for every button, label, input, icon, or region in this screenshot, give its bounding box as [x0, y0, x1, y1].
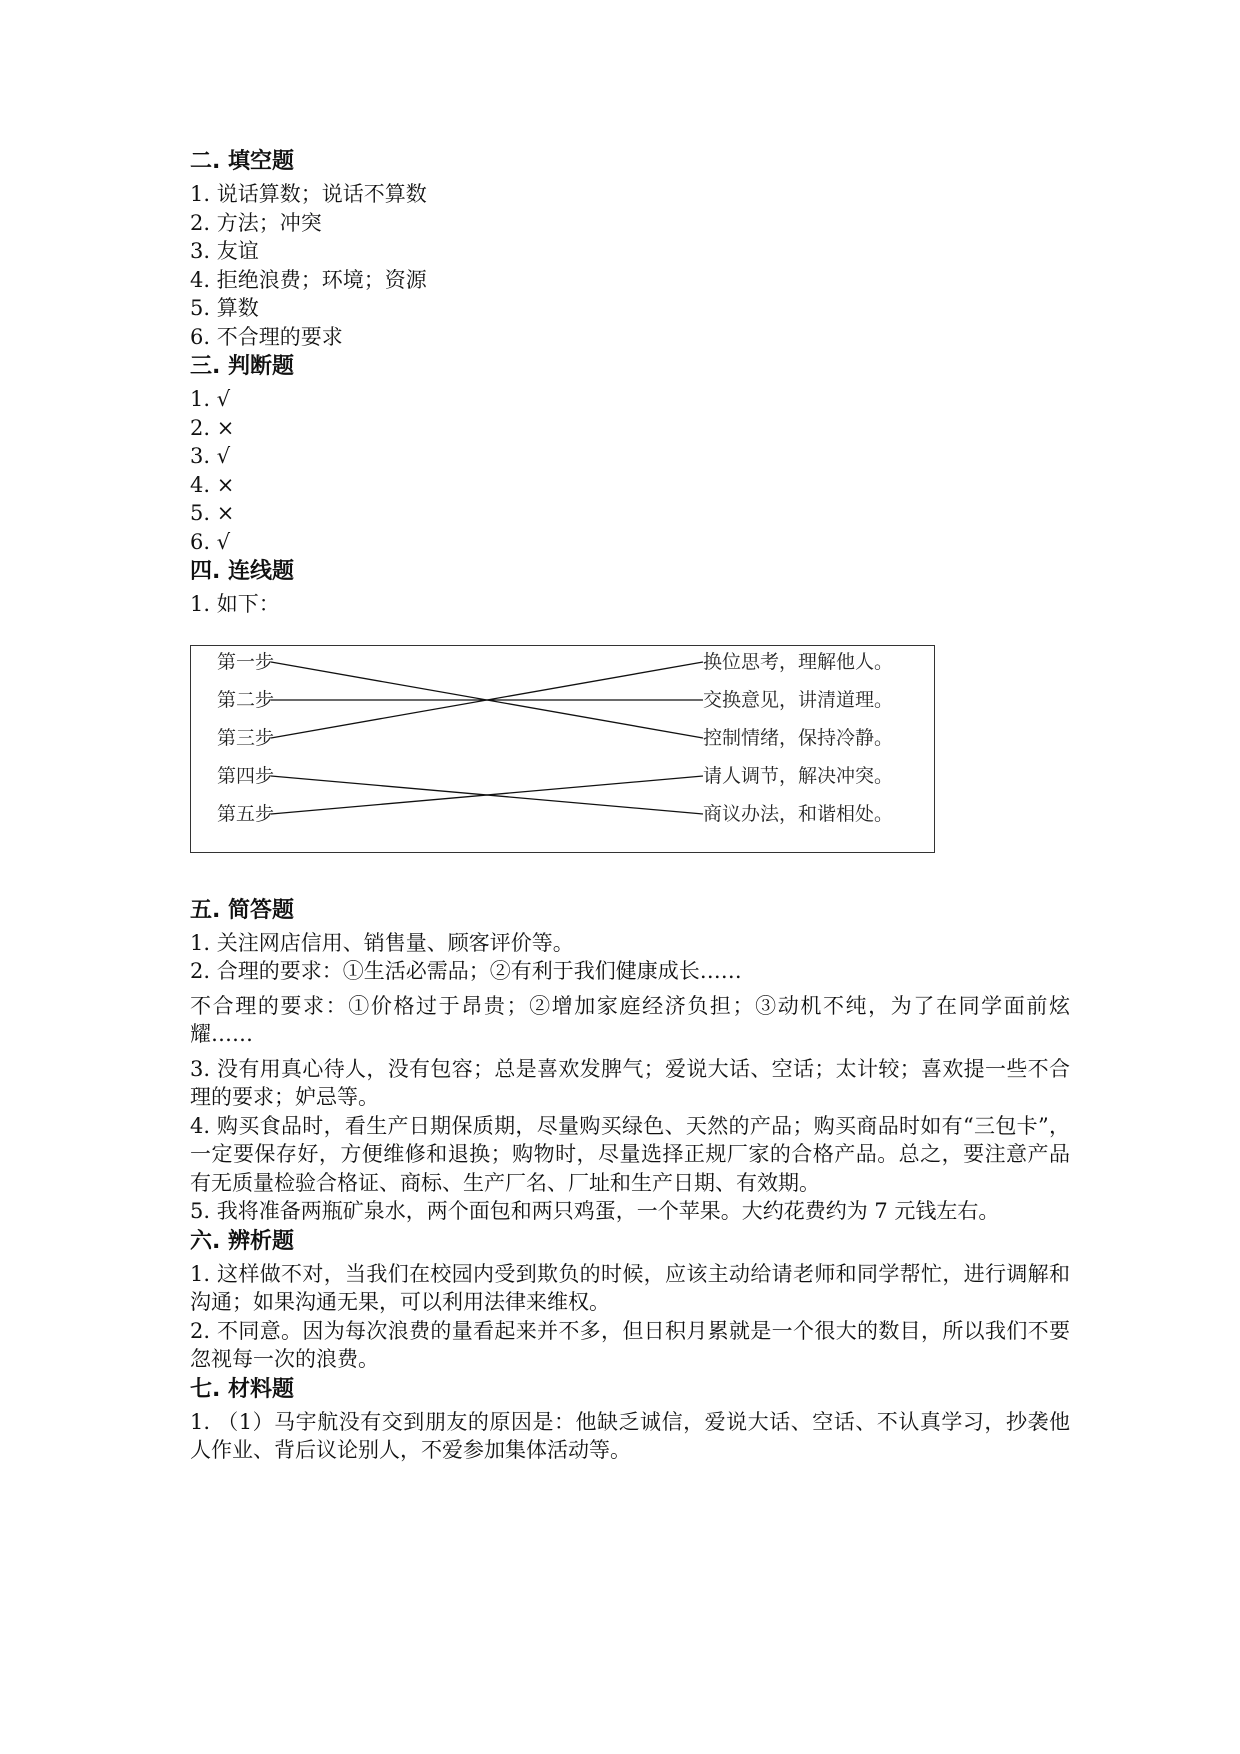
judge-answer-4: 4. ×: [190, 472, 235, 497]
short-answer-2b: 不合理的要求：①价格过于昂贵；②增加家庭经济负担；③动机不纯，为了在同学面前炫耀……: [190, 993, 1070, 1046]
short-section-title: 五. 简答题: [190, 897, 295, 923]
judge-answer-5: 5. ×: [190, 501, 235, 525]
fill-answer-5: 5. 算数: [190, 296, 259, 320]
fill-answer-1: 1. 说话算数；说话不算数: [190, 182, 427, 206]
analysis-answer-2: 2. 不同意。因为每次浪费的量看起来并不多，但日积月累就是一个很大的数目，所以我们不要忽视每一次的浪费。: [190, 1318, 1070, 1371]
judge-section-title: 三. 判断题: [190, 354, 295, 379]
short-answer-3: 3. 没有用真心待人，没有包容；总是喜欢发脾气；爱说大话、空话；太计较；喜欢提一些不合理的要求；妒忌等。: [190, 1056, 1070, 1109]
judge-section: [190, 353, 1070, 556]
material-answer-1: 1. （1）马宇航没有交到朋友的原因是：他缺乏诚信，爱说大话、空话、不认真学习，抄袭他人作业、背后议论别人，不爱参加集体活动等。: [190, 1409, 1070, 1462]
match-section: [190, 558, 1070, 853]
right-item-4: 请人调节，解决冲突。: [703, 764, 894, 787]
right-item-1: 换位思考，理解他人。: [703, 650, 894, 673]
judge-answer-3: 3. √: [190, 444, 231, 468]
right-item-5: 商议办法，和谐相处。: [703, 802, 894, 825]
fill-answer-2: 2. 方法；冲突: [190, 210, 322, 235]
analysis-section: [190, 1228, 1070, 1374]
left-item-3: 第三步: [217, 726, 275, 749]
short-answer-1: 1. 关注网店信用、销售量、顾客评价等。: [190, 930, 574, 955]
judge-answer-2: 2. ×: [190, 415, 235, 440]
match-intro: 1. 如下：: [190, 592, 280, 616]
judge-answer-6: 6. √: [190, 529, 231, 554]
left-item-1: 第一步: [217, 650, 275, 673]
right-item-3: 控制情绪，保持冷静。: [703, 726, 894, 749]
fill-answer-3: 3. 友谊: [190, 239, 259, 263]
judge-answer-1: 1. √: [190, 387, 231, 411]
fill-answer-4: 4. 拒绝浪费；环境；资源: [190, 267, 427, 292]
fill-answer-6: 6. 不合理的要求: [190, 324, 343, 349]
answer-sheet: [190, 148, 1070, 1465]
analysis-section-title: 六. 辨析题: [190, 1228, 295, 1254]
fill-section-title: 二. 填空题: [190, 149, 295, 174]
short-answer-section: [190, 897, 1070, 1226]
right-item-2: 交换意见，讲清道理。: [703, 688, 894, 711]
left-item-4: 第四步: [217, 764, 275, 787]
match-section-title: 四. 连线题: [190, 559, 295, 584]
short-answer-2a: 2. 合理的要求：①生活必需品；②有利于我们健康成长……: [190, 959, 742, 983]
material-section: [190, 1376, 1070, 1465]
fill-section: [190, 148, 1070, 351]
material-section-title: 七. 材料题: [190, 1376, 295, 1402]
short-answer-4: 4. 购买食品时，看生产日期保质期，尽量购买绿色、天然的产品；购买商品时如有“三包卡”，一定要保存好，方便维修和退换；购物时，尽量选择正规厂家的合格产品。总之，要注意产品有无质量检验合格证、商标、生产厂名、厂址和生产日期、有效期。: [190, 1113, 1070, 1195]
left-item-5: 第五步: [217, 802, 275, 825]
short-answer-5: 5. 我将准备两瓶矿泉水，两个面包和两只鸡蛋，一个苹果。大约花费约为 7 元钱左右。: [190, 1199, 1000, 1223]
matching-diagram: [190, 645, 935, 853]
left-item-2: 第二步: [217, 688, 275, 711]
analysis-answer-1: 1. 这样做不对，当我们在校园内受到欺负的时候，应该主动给请老师和同学帮忙，进行调解和沟通；如果沟通无果，可以利用法律来维权。: [190, 1261, 1070, 1314]
